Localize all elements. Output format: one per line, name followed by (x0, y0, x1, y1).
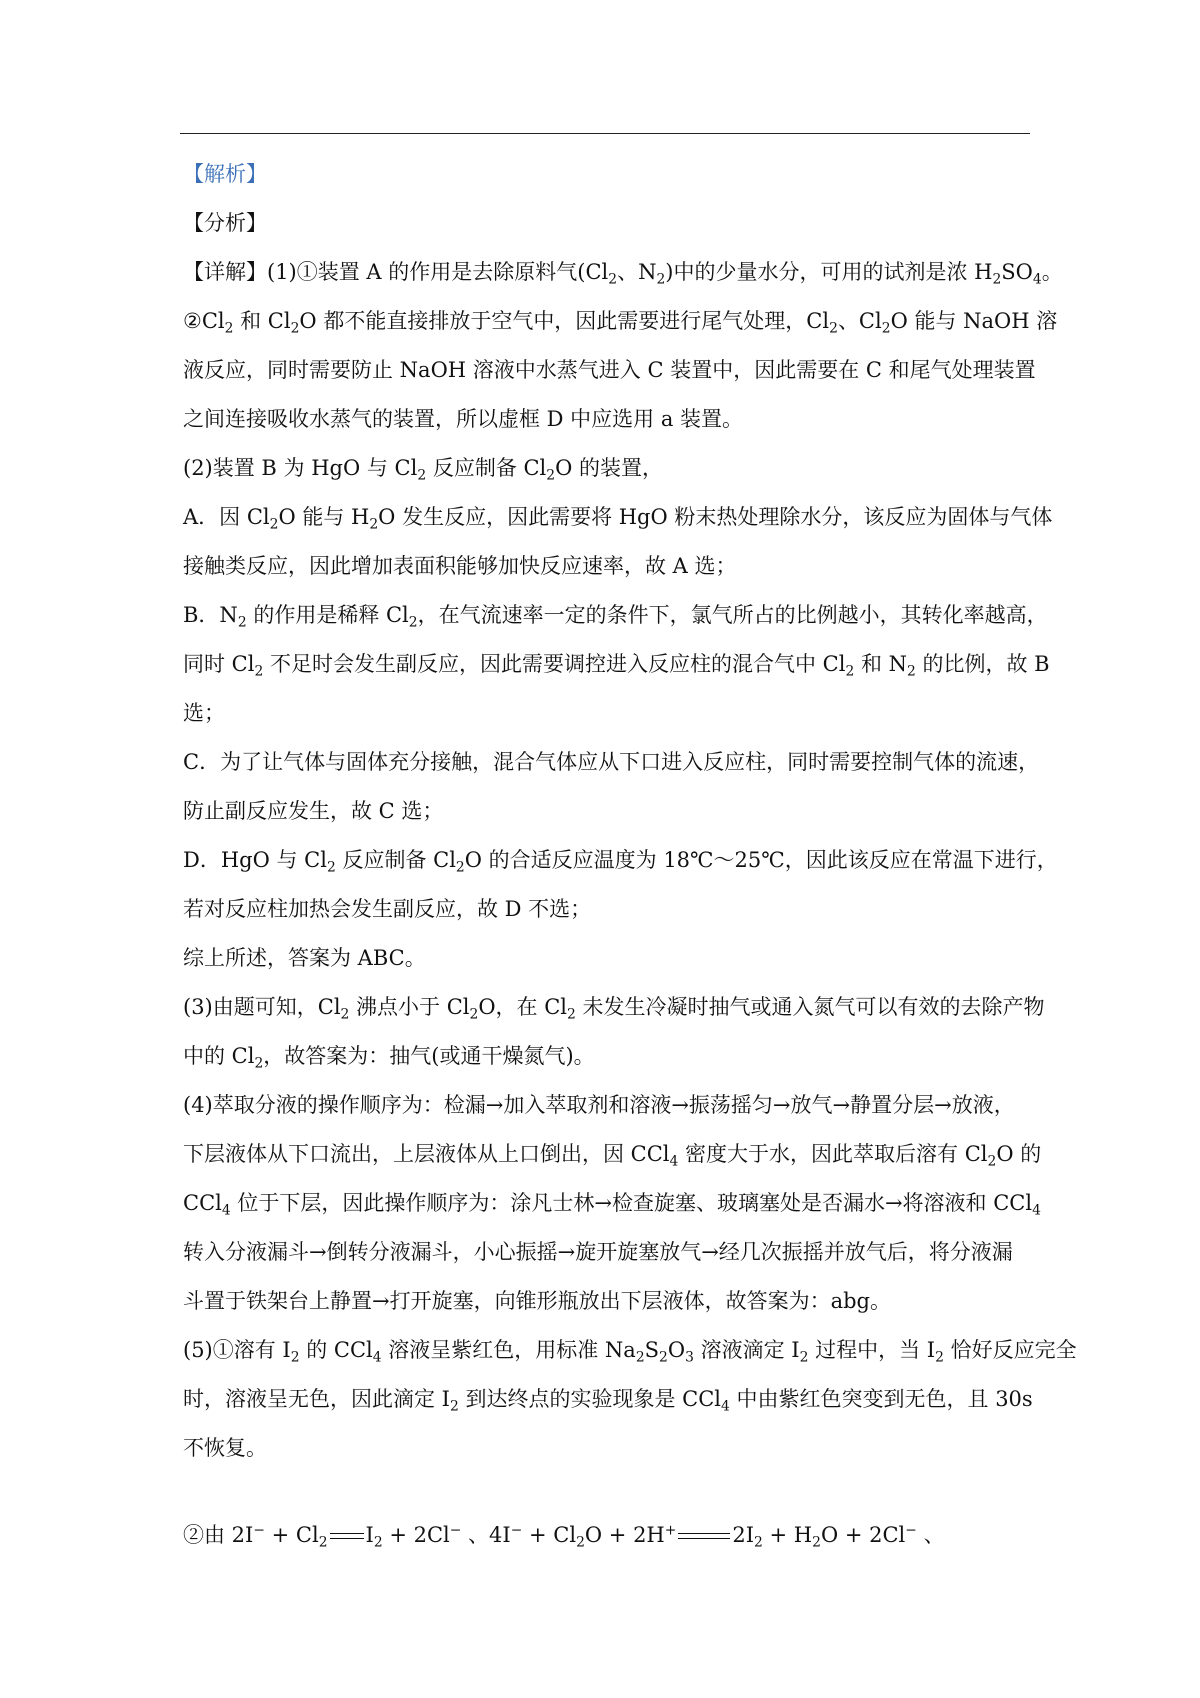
detail-line-3: 液反应，同时需要防止 NaOH 溶液中水蒸气进入 C 装置中，因此需要在 C 和尾气处理装置 (183, 358, 1036, 382)
detail-line-1: 【详解】(1)①装置 A 的作用是去除原料气($Cl_2$、$N_2$)中的少量水分，可用的试剂是浓 $H_2SO_4$。 (183, 260, 1063, 288)
part4-line-2: 下层液体从下口流出，上层液体从上口倒出，因 CCl$_4$ 密度大于水，因此萃取后溶有 $Cl_2O$ 的 (183, 1142, 1042, 1170)
part4-line-3: CCl$_4$ 位于下层，因此操作顺序为：涂凡士林→检查旋塞、玻璃塞处是否漏水→将溶液和 CCl$_4$ (183, 1191, 1041, 1219)
option-a-line-1: A．因 $Cl_2O$ 能与 $H_2O$ 发生反应，因此需要将 HgO 粉末热处理除水分，该反应为固体与气体 (183, 505, 1053, 533)
equation-line: ②由 $2I^- + Cl_2$ $I_2 + 2Cl^-$ 、$4I^- + Cl_2O + 2H^+$ $2I_2 + H_2O + 2Cl^-$ 、 (183, 1511, 1031, 1560)
option-b-line-3: 选； (183, 701, 225, 725)
part4-line-4: 转入分液漏斗→倒转分液漏斗，小心振摇→旋开旋塞放气→经几次振摇并放气后，将分液漏 (183, 1240, 1013, 1264)
part5-line-1: (5)①溶有 $I_2$ 的 CCl$_4$ 溶液呈紫红色，用标准 $Na_2S_2O_3$ 溶液滴定 $I_2$ 过程中，当 $I_2$ 恰好反应完全 (183, 1338, 1077, 1366)
part4-line-5: 斗置于铁架台上静置→打开旋塞，向锥形瓶放出下层液体，故答案为：abg。 (183, 1289, 891, 1313)
equals-sign-2 (676, 1511, 732, 1560)
part4-line-1: (4)萃取分液的操作顺序为：检漏→加入萃取剂和溶液→振荡摇匀→放气→静置分层→放液， (183, 1093, 1015, 1117)
option-b-line-1: B．$N_2$ 的作用是稀释 $Cl_2$，在气流速率一定的条件下，氯气所占的比例越小，其转化率越高， (183, 603, 1048, 631)
equation-spacer (183, 1473, 1031, 1511)
option-b-line-2: 同时 $Cl_2$ 不足时会发生副反应，因此需要调控进入反应柱的混合气中 $Cl_2$ 和 $N_2$ 的比例，故 B (183, 652, 1050, 680)
option-c-line-1: C．为了让气体与固体充分接触，混合气体应从下口进入反应柱，同时需要控制气体的流速， (183, 750, 1040, 774)
part3-line-1: (3)由题可知，$Cl_2$ 沸点小于 $Cl_2O$，在 $Cl_2$ 未发生冷凝时抽气或通入氮气可以有效的去除产物 (183, 995, 1045, 1023)
option-c-line-2: 防止副反应发生，故 C 选； (183, 799, 444, 823)
option-a-line-2: 接触类反应，因此增加表面积能够加快反应速率，故 A 选； (183, 554, 737, 578)
part2-intro: (2)装置 B 为 HgO 与 $Cl_2$ 反应制备 $Cl_2O$ 的装置， (183, 456, 664, 484)
option-d-line-1: D．HgO 与 $Cl_2$ 反应制备 $Cl_2O$ 的合适反应温度为 18℃～25℃，因此该反应在常温下进行， (183, 848, 1058, 876)
option-d-line-2: 若对反应柱加热会发生副反应，故 D 不选； (183, 897, 592, 921)
part5-line-2: 时，溶液呈无色，因此滴定 $I_2$ 到达终点的实验现象是 CCl$_4$ 中由紫红色突变到无色，且 30s (183, 1387, 1033, 1415)
summary-line: 综上所述，答案为 ABC。 (183, 946, 426, 970)
header-rule (180, 133, 1030, 134)
section-fenxi-heading: 【分析】 (183, 211, 267, 235)
section-jiexi-heading: 【解析】 (183, 162, 267, 186)
detail-line-2: $②Cl_2$ 和 $Cl_2O$ 都不能直接排放于空气中，因此需要进行尾气处理，$Cl_2$、$Cl_2O$ 能与 NaOH 溶 (183, 309, 1058, 337)
detail-line-4: 之间连接吸收水蒸气的装置，所以虚框 D 中应选用 a 装置。 (183, 407, 744, 431)
part5-line-3: 不恢复。 (183, 1436, 267, 1460)
equals-sign-1 (328, 1511, 366, 1560)
part3-line-2: 中的 $Cl_2$，故答案为：抽气(或通干燥氮气)。 (183, 1044, 595, 1072)
answer-document (183, 150, 1077, 1560)
